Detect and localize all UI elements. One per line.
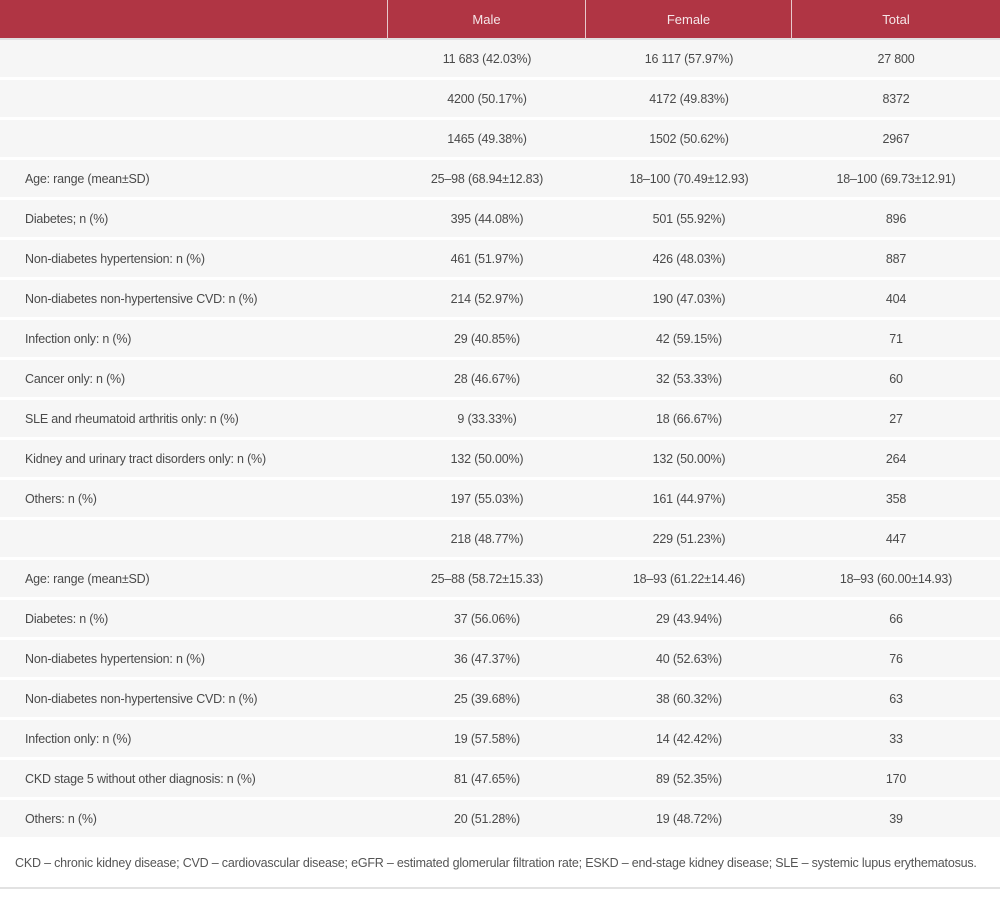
table-row [0, 80, 1000, 120]
footnote: CKD – chronic kidney disease; CVD – cardiovascular disease; eGFR – estimated glomerular filtration rate; ESKD – end-stage kidney disease; SLE – systemic lupus erythematosus. [15, 856, 977, 870]
male-cell: 37 (56.06%) [388, 600, 586, 640]
female-cell: 14 (42.42%) [586, 720, 792, 760]
row-label [0, 80, 388, 120]
female-cell: 132 (50.00%) [586, 440, 792, 480]
total-cell: 39 [792, 800, 1000, 840]
table-row [0, 640, 1000, 680]
header-female: Female [586, 0, 792, 40]
divider [0, 887, 1000, 889]
male-cell: 1465 (49.38%) [388, 120, 586, 160]
female-cell: 89 (52.35%) [586, 760, 792, 800]
row-label [0, 120, 388, 160]
row-label: Infection only: n (%) [0, 720, 388, 760]
row-label: Non-diabetes non-hypertensive CVD: n (%) [0, 280, 388, 320]
male-cell: 25–98 (68.94±12.83) [388, 160, 586, 200]
female-cell: 426 (48.03%) [586, 240, 792, 280]
female-cell: 16 117 (57.97%) [586, 40, 792, 80]
male-cell: 11 683 (42.03%) [388, 40, 586, 80]
male-cell: 4200 (50.17%) [388, 80, 586, 120]
total-cell: 404 [792, 280, 1000, 320]
male-cell: 461 (51.97%) [388, 240, 586, 280]
female-cell: 18–100 (70.49±12.93) [586, 160, 792, 200]
total-cell: 896 [792, 200, 1000, 240]
female-cell: 42 (59.15%) [586, 320, 792, 360]
row-label: Non-diabetes non-hypertensive CVD: n (%) [0, 680, 388, 720]
table-row [0, 680, 1000, 720]
table-row [0, 40, 1000, 80]
table-row [0, 800, 1000, 840]
male-cell: 218 (48.77%) [388, 520, 586, 560]
male-cell: 395 (44.08%) [388, 200, 586, 240]
header-label [0, 0, 388, 40]
total-cell: 60 [792, 360, 1000, 400]
male-cell: 214 (52.97%) [388, 280, 586, 320]
male-cell: 25–88 (58.72±15.33) [388, 560, 586, 600]
total-cell: 33 [792, 720, 1000, 760]
header-male: Male [388, 0, 586, 40]
total-cell: 76 [792, 640, 1000, 680]
female-cell: 40 (52.63%) [586, 640, 792, 680]
table-row [0, 720, 1000, 760]
row-label [0, 40, 388, 80]
row-label: SLE and rheumatoid arthritis only: n (%) [0, 400, 388, 440]
table-row [0, 360, 1000, 400]
table-row [0, 440, 1000, 480]
male-cell: 36 (47.37%) [388, 640, 586, 680]
female-cell: 18–93 (61.22±14.46) [586, 560, 792, 600]
total-cell: 264 [792, 440, 1000, 480]
male-cell: 81 (47.65%) [388, 760, 586, 800]
female-cell: 501 (55.92%) [586, 200, 792, 240]
total-cell: 887 [792, 240, 1000, 280]
row-label: Cancer only: n (%) [0, 360, 388, 400]
row-label: Non-diabetes hypertension: n (%) [0, 240, 388, 280]
female-cell: 161 (44.97%) [586, 480, 792, 520]
male-cell: 9 (33.33%) [388, 400, 586, 440]
table-row [0, 520, 1000, 560]
total-cell: 18–93 (60.00±14.93) [792, 560, 1000, 600]
table-row [0, 120, 1000, 160]
total-cell: 8372 [792, 80, 1000, 120]
table-row [0, 320, 1000, 360]
male-cell: 19 (57.58%) [388, 720, 586, 760]
total-cell: 18–100 (69.73±12.91) [792, 160, 1000, 200]
table-row [0, 600, 1000, 640]
female-cell: 38 (60.32%) [586, 680, 792, 720]
table-row [0, 560, 1000, 600]
row-label: Others: n (%) [0, 800, 388, 840]
male-cell: 29 (40.85%) [388, 320, 586, 360]
header-total: Total [792, 0, 1000, 40]
female-cell: 229 (51.23%) [586, 520, 792, 560]
total-cell: 63 [792, 680, 1000, 720]
female-cell: 1502 (50.62%) [586, 120, 792, 160]
female-cell: 18 (66.67%) [586, 400, 792, 440]
table-row [0, 160, 1000, 200]
row-label: Diabetes: n (%) [0, 600, 388, 640]
male-cell: 197 (55.03%) [388, 480, 586, 520]
total-cell: 447 [792, 520, 1000, 560]
table-row [0, 400, 1000, 440]
female-cell: 190 (47.03%) [586, 280, 792, 320]
male-cell: 20 (51.28%) [388, 800, 586, 840]
female-cell: 29 (43.94%) [586, 600, 792, 640]
male-cell: 28 (46.67%) [388, 360, 586, 400]
row-label [0, 520, 388, 560]
total-cell: 66 [792, 600, 1000, 640]
row-label: CKD stage 5 without other diagnosis: n (%) [0, 760, 388, 800]
male-cell: 132 (50.00%) [388, 440, 586, 480]
row-label: Others: n (%) [0, 480, 388, 520]
female-cell: 19 (48.72%) [586, 800, 792, 840]
table-body [0, 40, 1000, 840]
total-cell: 170 [792, 760, 1000, 800]
row-label: Kidney and urinary tract disorders only: n (%) [0, 440, 388, 480]
total-cell: 358 [792, 480, 1000, 520]
total-cell: 27 [792, 400, 1000, 440]
table-row [0, 760, 1000, 800]
female-cell: 4172 (49.83%) [586, 80, 792, 120]
female-cell: 32 (53.33%) [586, 360, 792, 400]
table-header [0, 0, 1000, 40]
total-cell: 27 800 [792, 40, 1000, 80]
table-row [0, 240, 1000, 280]
row-label: Non-diabetes hypertension: n (%) [0, 640, 388, 680]
table-row [0, 280, 1000, 320]
table-row [0, 480, 1000, 520]
total-cell: 71 [792, 320, 1000, 360]
row-label: Age: range (mean±SD) [0, 560, 388, 600]
table-row [0, 200, 1000, 240]
male-cell: 25 (39.68%) [388, 680, 586, 720]
total-cell: 2967 [792, 120, 1000, 160]
row-label: Age: range (mean±SD) [0, 160, 388, 200]
row-label: Infection only: n (%) [0, 320, 388, 360]
row-label: Diabetes; n (%) [0, 200, 388, 240]
